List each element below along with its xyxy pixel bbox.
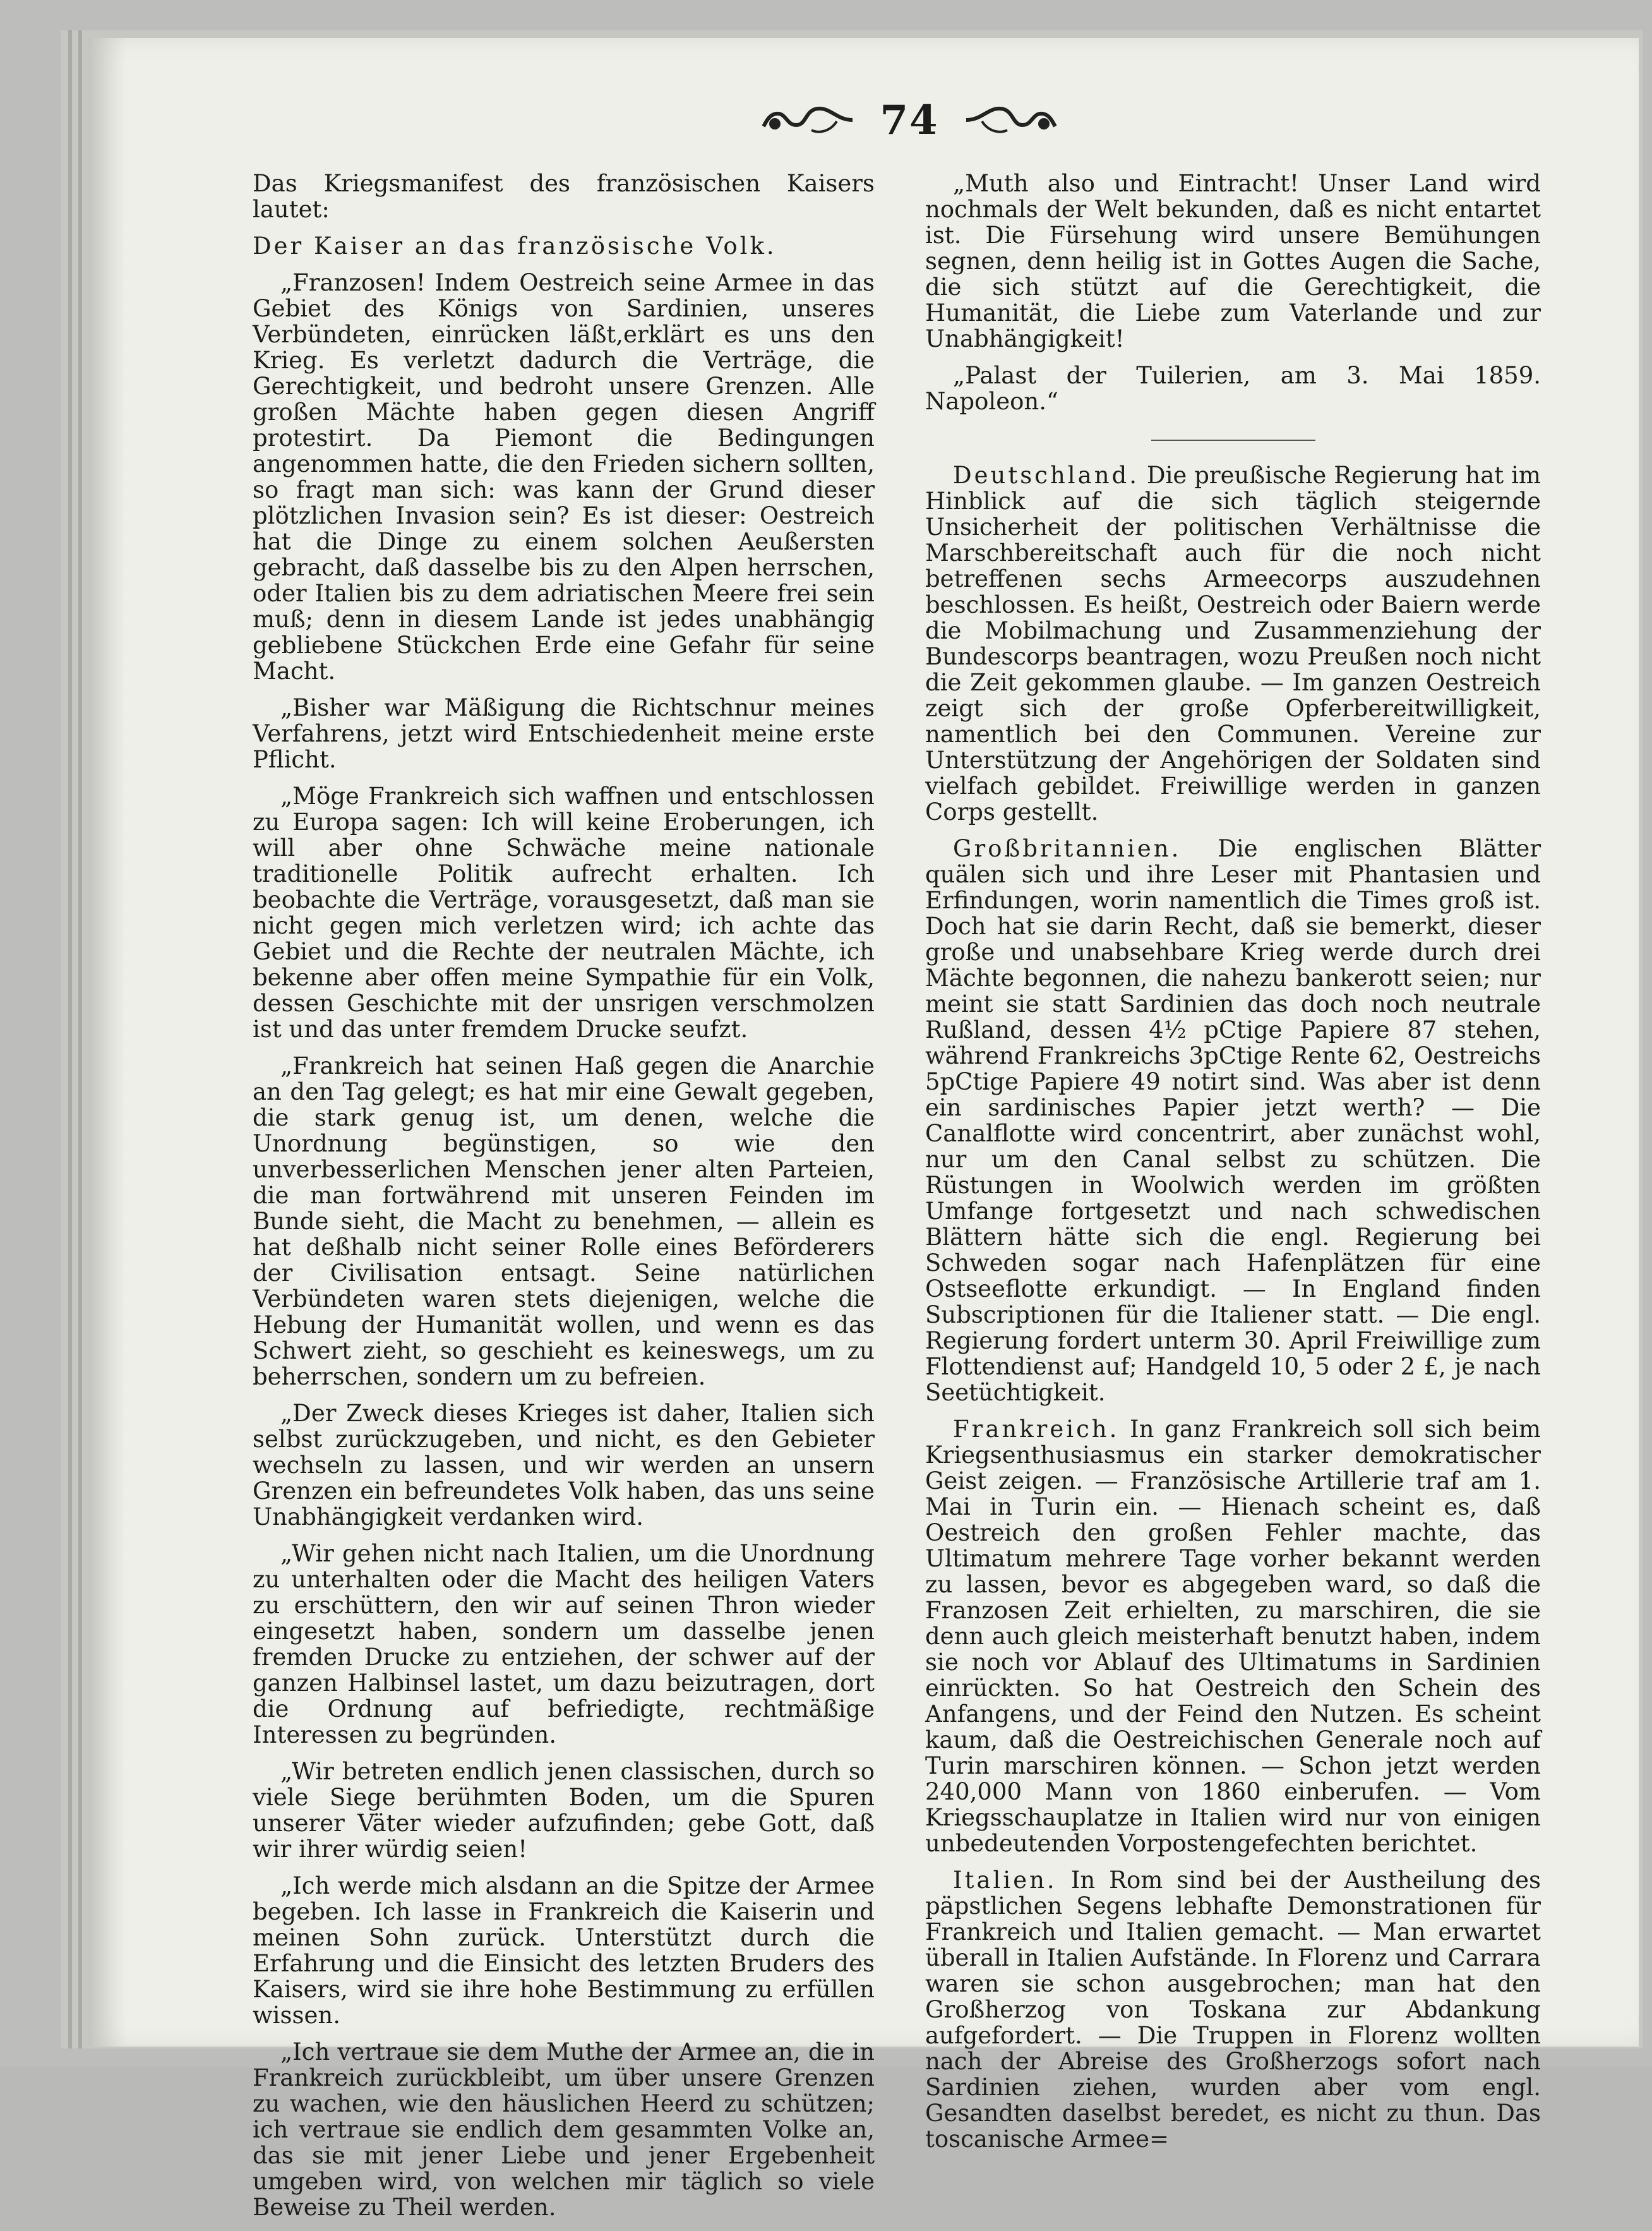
manifest-paragraph: „Der Zweck dieses Krieges ist daher, Italien sich selbst zurückzugeben, und nicht, es den Gebieter wechseln zu lassen, und wir werden an unsern Grenzen ein befreundetes Volk haben, das uns seine Unabhängigkeit verdanken wird. [253,1400,875,1530]
news-section-frankreich [925,1416,1541,1856]
section-lead: Großbritannien. [953,835,1182,862]
manifest-heading: Der Kaiser an das französische Volk. [253,232,777,260]
page-number: 74 [880,96,939,144]
news-section-deutschland [925,462,1541,825]
right-column [925,171,1541,2163]
manifest-closing: „Muth also und Eintracht! Unser Land wird nochmals der Welt bekunden, daß es nicht entartet ist. Die Fürsehung wird unsere Bemühungen segnen, denn heilig ist in Gottes Augen die Sache, die sich stützt auf die Gerechtigkeit, die Humanität, die Liebe zum Vaterlande und zur Unabhängigkeit! [925,170,1541,352]
section-text: In Rom sind bei der Austheilung des päpstlichen Segens lebhafte Demonstrationen für Frankreich und Italien gemacht. — Man erwartet überall in Italien Aufstände. In Florenz und Carrara waren sie schon ausgebrochen; man hat den Großherzog von Toskana zur Abdankung aufgefordert. — Die Truppen in Florenz wollten nach der Abreise des Großherzogs sofort nach Sardinien ziehen, wurden aber vom engl. Gesandten daselbst beredet, es nicht zu thun. Das toscanische Armee= [925,1867,1541,2153]
left-column [253,171,875,2231]
section-text: Die preußische Regierung hat im Hinblick auf die sich täglich steigernde Unsicherheit der politischen Verhältnisse die Marschbereitschaft auch für die noch nicht betreffenen sechs Armeecorps auszudehnen beschlossen. Es heißt, Oestreich oder Baiern werde die Mobilmachung und Zusammenziehung der Bundescorps beantragen, wozu Preußen noch nicht die Zeit gekommen glaube. — Im ganzen Oestreich zeigt sich der große Opferbereitwilligkeit, namentlich bei den Communen. Vereine zur Unterstützung der Angehörigen der Soldaten sind vielfach gebildet. Freiwillige werden in ganzen Corps gestellt. [925,462,1541,826]
manifest-paragraph: „Franzosen! Indem Oestreich seine Armee in das Gebiet des Königs von Sardinien, unseres Verbündeten, einrücken läßt,erklärt es uns den Krieg. Es verletzt dadurch die Verträge, die Gerechtigkeit, und bedroht unsere Grenzen. Alle großen Mächte haben gegen diesen Angriff protestirt. Da Piemont die Bedingungen angenommen hatte, die den Frieden sichern sollten, so fragt man sich: was kann der Grund dieser plötzlichen Invasion sein? Es ist dieser: Oestreich hat die Dinge zu einem solchen Aeußersten gebracht, daß dasselbe bis zu den Alpen herrschen, oder Italien bis zu dem adriatischen Meere frei sein muß; denn in diesem Lande ist jedes unabhängig gebliebene Stückchen Erde eine Gefahr für seine Macht. [253,269,875,685]
manifest-paragraph: „Wir gehen nicht nach Italien, um die Unordnung zu unterhalten oder die Macht des heiligen Vaters zu erschüttern, den wir auf seinen Thron wieder eingesetzt haben, sondern um dasselbe jenen fremden Drucke zu entziehen, der schwer auf der ganzen Halbinsel lastet, um dazu beizutragen, dort die Ordnung auf befriedigte, rechtmäßige Interessen zu begründen. [253,1540,875,1748]
news-section-italien [925,1867,1541,2152]
news-section-grossbritannien [925,836,1541,1405]
manifest-paragraph: „Ich vertraue sie dem Muthe der Armee an, die in Frankreich zurückbleibt, um über unsere Grenzen zu wachen, wie den häuslichen Heerd zu schützen; ich vertraue sie endlich dem gesammten Volke an, das sie mit jener Liebe und jener Ergebenheit umgeben wird, von welchen mir täglich so viele Beweise zu Theil werden. [253,2038,875,2221]
right-flourish-ornament-icon [963,95,1058,145]
manifest-paragraph: „Bisher war Mäßigung die Richtschnur meines Verfahrens, jetzt wird Entschiedenheit meine erste Pflicht. [253,694,875,773]
manifest-signature: „Palast der Tuilerien, am 3. Mai 1859. Napoleon.“ [925,362,1541,415]
section-lead: Deutschland. [953,462,1139,489]
page-header [682,85,1137,155]
section-text: Die englischen Blätter quälen sich und ihre Leser mit Phantasien und Erfindungen, worin namentlich die Times groß ist. Doch hat sie darin Recht, daß sie bemerkt, dieser große und unabsehbare Krieg werde durch drei Mächte begonnen, die nahezu bankerott seien; nur meint sie statt Sardinien das doch noch neutrale Rußland, dessen 4½ pCtige Papiere 87 stehen, während Frankreichs 3pCtige Rente 62, Oestreichs 5pCtige Papiere 49 notirt sind. Was aber ist denn ein sardinisches Papier jetzt werth? — Die Canalflotte wird concentrirt, aber zunächst wohl, nur um den Canal selbst zu schützen. Die Rüstungen in Woolwich werden im größten Umfange fortgesetzt und nach schwedischen Blättern hätte sich die engl. Regierung bei Schweden sogar nach Hafenplätzen für eine Ostseeflotte erkundigt. — In England finden Subscriptionen für die Italiener statt. — Die engl. Regierung fordert unterm 30. April Freiwillige zum Flottendienst auf; Handgeld 10, 5 oder 2 £, je nach Seetüchtigkeit. [925,835,1541,1406]
section-text: In ganz Frankreich soll sich beim Kriegsenthusiasmus ein starker demokratischer Geist zeigen. — Französische Artillerie traf am 1. Mai in Turin ein. — Hienach scheint es, daß Oestreich den großen Fehler machte, das Ultimatum mehrere Tage vorher bekannt werden zu lassen, bevor es abgegeben ward, so daß die Franzosen Zeit erhielten, zu marschiren, die sie denn auch gleich meisterhaft benutzt haben, indem sie noch vor Ablauf des Ultimatums in Sardinien einrückten. So hat Oestreich den Schein des Anfangens, und der Feind den Nutzen. Es scheint kaum, daß die Oestreichischen Generale noch auf Turin marschiren können. — Schon jetzt werden 240,000 Mann von 1860 einberufen. — Vom Kriegsschauplatze in Italien wird nur von einigen unbedeutenden Vorpostengefechten berichtet. [925,1416,1541,1857]
manifest-paragraph: „Wir betreten endlich jenen classischen, durch so viele Siege berühmten Boden, um die Spuren unserer Väter wieder aufzufinden; gebe Gott, daß wir ihrer würdig seien! [253,1758,875,1863]
section-lead: Frankreich. [953,1416,1120,1443]
section-lead: Italien. [953,1867,1057,1894]
manifest-paragraph: „Frankreich hat seinen Haß gegen die Anarchie an den Tag gelegt; es hat mir eine Gewalt gegeben, die stark genug ist, um denen, welche die Unordnung begünstigen, so wie den unverbesserlichen Menschen jener alten Parteien, die man fortwährend mit unseren Feinden im Bunde sieht, die Macht zu benehmen, — allein es hat deßhalb nicht seiner Rolle eines Beförderers der Civilisation entsagt. Seine natürlichen Verbündeten waren stets diejenigen, welche die Hebung der Humanität wollen, und wenn es das Schwert zieht, so geschieht es keineswegs, um zu beherrschen, sondern um zu befreien. [253,1052,875,1390]
section-divider [1151,440,1315,441]
left-flourish-ornament-icon [761,95,856,145]
manifest-paragraph: „Möge Frankreich sich waffnen und entschlossen zu Europa sagen: Ich will keine Eroberungen, ich will aber ohne Schwäche meine nationale traditionelle Politik aufrecht erhalten. Ich beobachte die Verträge, vorausgesetzt, daß man sie nicht gegen mich verletzen wird; ich achte das Gebiet und die Rechte der neutralen Mächte, ich bekenne aber offen meine Sympathie für ein Volk, dessen Geschichte mit der unsrigen verschmolzen ist und das unter fremdem Drucke seufzt. [253,783,875,1043]
binding-shadow [88,38,126,2047]
manifest-paragraph: „Ich werde mich alsdann an die Spitze der Armee begeben. Ich lasse in Frankreich die Kaiserin und meinen Sohn zurück. Unterstützt durch die Erfahrung und die Einsicht des letzten Bruders des Kaisers, wird sie ihre hohe Bestimmung zu erfüllen wissen. [253,1872,875,2029]
manifest-intro: Das Kriegsmanifest des französischen Kaisers lautet: [253,170,875,223]
